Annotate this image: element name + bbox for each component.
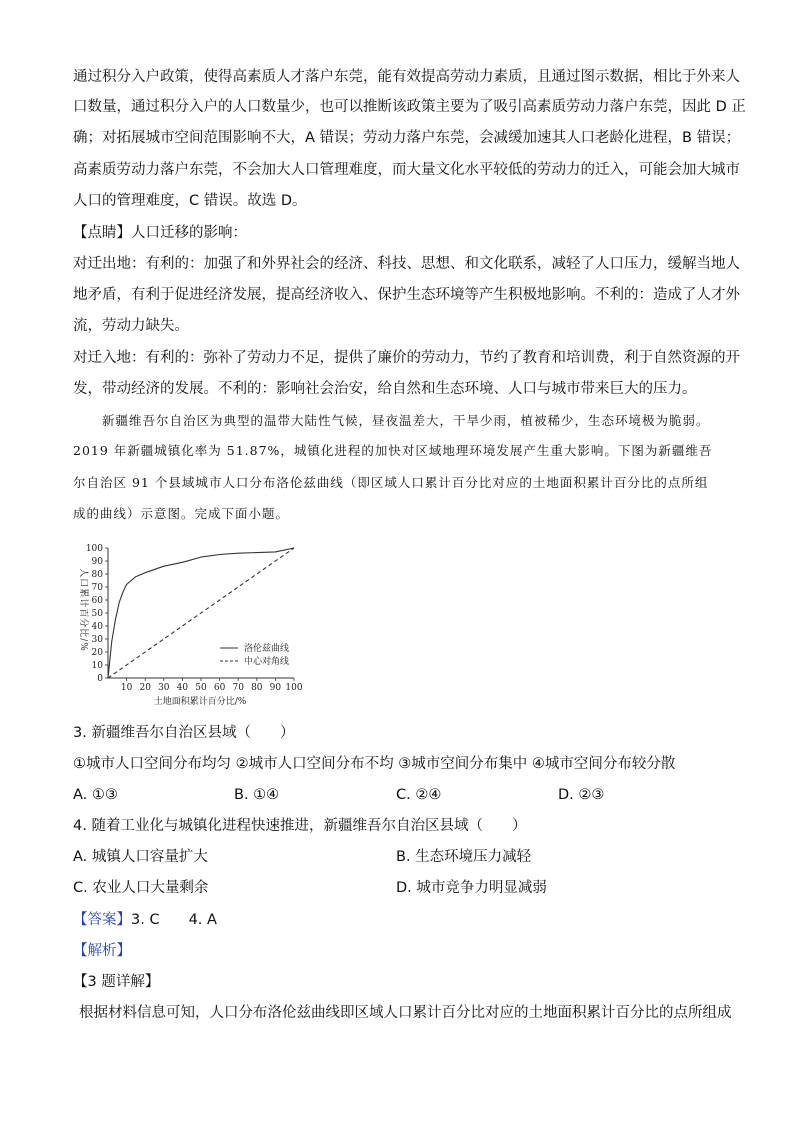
material-4: 成的曲线）示意图。完成下面小题。 [73,506,290,521]
q3-stem: 3. 新疆维吾尔自治区县域（ ） [73,725,295,741]
legend-label: 中心对角线 [244,657,290,667]
q3-option-c[interactable]: C. ②④ [396,787,442,803]
dianjing-out-3: 流，劳动力缺失。 [73,318,189,334]
y-tick-label: 100 [85,544,103,554]
x-tick-label: 20 [139,683,151,693]
material-1: 新疆维吾尔自治区为典型的温带大陆性气候，昼夜温差大，干旱少雨，植被稀少，生态环境极为脆弱。 [102,413,710,428]
dianjing-title: 人口迁移的影响： [131,225,247,241]
material-3: 尔自治区 91 个县域城市人口分布洛伦兹曲线（即区域人口累计百分比对应的土地面积累计百分比的点所组 [73,475,709,490]
y-tick-label: 40 [91,622,103,632]
dianjing-heading [73,223,247,243]
lorenz-chart [72,538,332,708]
q3-detail-label: 【3 题详解】 [73,974,160,990]
x-tick-label: 10 [120,683,133,693]
y-tick-label: 50 [91,609,103,619]
x-tick-label: 50 [195,683,207,693]
x-axis-label: 土地面积累计百分比/% [153,697,247,707]
q3-option-a[interactable]: A. ①③ [73,787,118,803]
y-tick-label: 0 [97,674,103,684]
dianjing-out-2: 地矛盾，有利于促进经济发展，提高经济收入、保护生态环境等产生积极地影响。不利的：造成了人才外 [73,287,740,303]
y-tick-label: 80 [91,570,103,580]
y-tick-label: 60 [91,596,103,606]
x-tick-label: 80 [251,683,263,693]
x-tick-label: 60 [213,683,226,693]
x-tick-label: 70 [232,683,244,693]
y-ticks [86,544,108,684]
q3-option-d[interactable]: D. ②③ [558,787,605,803]
y-tick-label: 10 [91,661,103,671]
x-tick-label: 30 [158,683,170,693]
x-tick-label: 90 [269,683,282,693]
jiexi-label: 【解析】 [73,943,131,959]
dianjing-in-2: 发，带动经济的发展。不利的：影响社会治安，给自然和生态环境、人口与城市带来巨大的压力。 [73,381,697,397]
line-3: 确；对拓展城市空间范围影响不大，A 错误；劳动力落户东莞，会减缓加速其人口老龄化进程，B 错误； [73,130,741,146]
line-4: 高素质劳动力落户东莞，不会加大人口管理难度，而大量文化水平较低的劳动力的迁入，可能会加大城市 [73,162,740,178]
q4-option-c[interactable]: C. 农业人口大量剩余 [73,880,209,896]
y-tick-label: 30 [91,635,103,645]
q4-option-b[interactable]: B. 生态环境压力减轻 [396,849,532,865]
line-2: 口数量，通过积分入户的人口数量少，也可以推断该政策主要为了吸引高素质劳动力落户东莞，因此 D 正 [73,99,746,115]
q3-items: ①城市人口空间分布均匀 ②城市人口空间分布不均 ③城市空间分布集中 ④城市空间分布较分散 [73,756,676,772]
line-1: 通过积分入户政策，使得高素质人才落户东莞，能有效提高劳动力素质，且通过图示数据，相比于外来人 [73,69,740,85]
answer-text: 3. C 4. A [131,912,217,928]
answer-line [73,910,217,930]
dianjing-in-1: 对迁入地：有利的：弥补了劳动力不足，提供了廉价的劳动力，节约了教育和培训费，利于自然资源的开 [73,350,740,366]
legend-label: 洛伦兹曲线 [244,644,290,654]
y-tick-label: 90 [91,557,103,567]
dianjing-out-1: 对迁出地：有利的：加强了和外界社会的经济、科技、思想、和文化联系，减轻了人口压力，缓解当地人 [73,256,740,272]
dianjing-label: 【点睛】 [73,225,131,241]
q4-stem: 4. 随着工业化与城镇化进程快速推进，新疆维吾尔自治区县域（ ） [73,818,527,834]
x-tick-label: 100 [285,683,303,693]
material-2: 2019 年新疆城镇化率为 51.87%，城镇化进程的加快对区域地理环境发展产生重大影响。下图为新疆维吾 [73,443,713,458]
answer-label: 【答案】 [73,912,131,928]
q3-option-b[interactable]: B. ①④ [234,787,280,803]
x-ticks [121,678,303,693]
analysis-line: 根据材料信息可知，人口分布洛伦兹曲线即区域人口累计百分比对应的土地面积累计百分比的点所组成 [79,1005,732,1021]
y-tick-label: 70 [91,583,103,593]
line-5: 人口的管理难度，C 错误。故选 D。 [73,193,307,209]
chart-legend [220,642,289,667]
y-tick-label: 20 [91,648,103,658]
x-tick-label: 40 [176,683,189,693]
q4-option-d[interactable]: D. 城市竞争力明显减弱 [396,880,547,896]
q4-option-a[interactable]: A. 城镇人口容量扩大 [73,849,208,865]
y-axis-label: 人口累计百分比/% [78,568,88,652]
